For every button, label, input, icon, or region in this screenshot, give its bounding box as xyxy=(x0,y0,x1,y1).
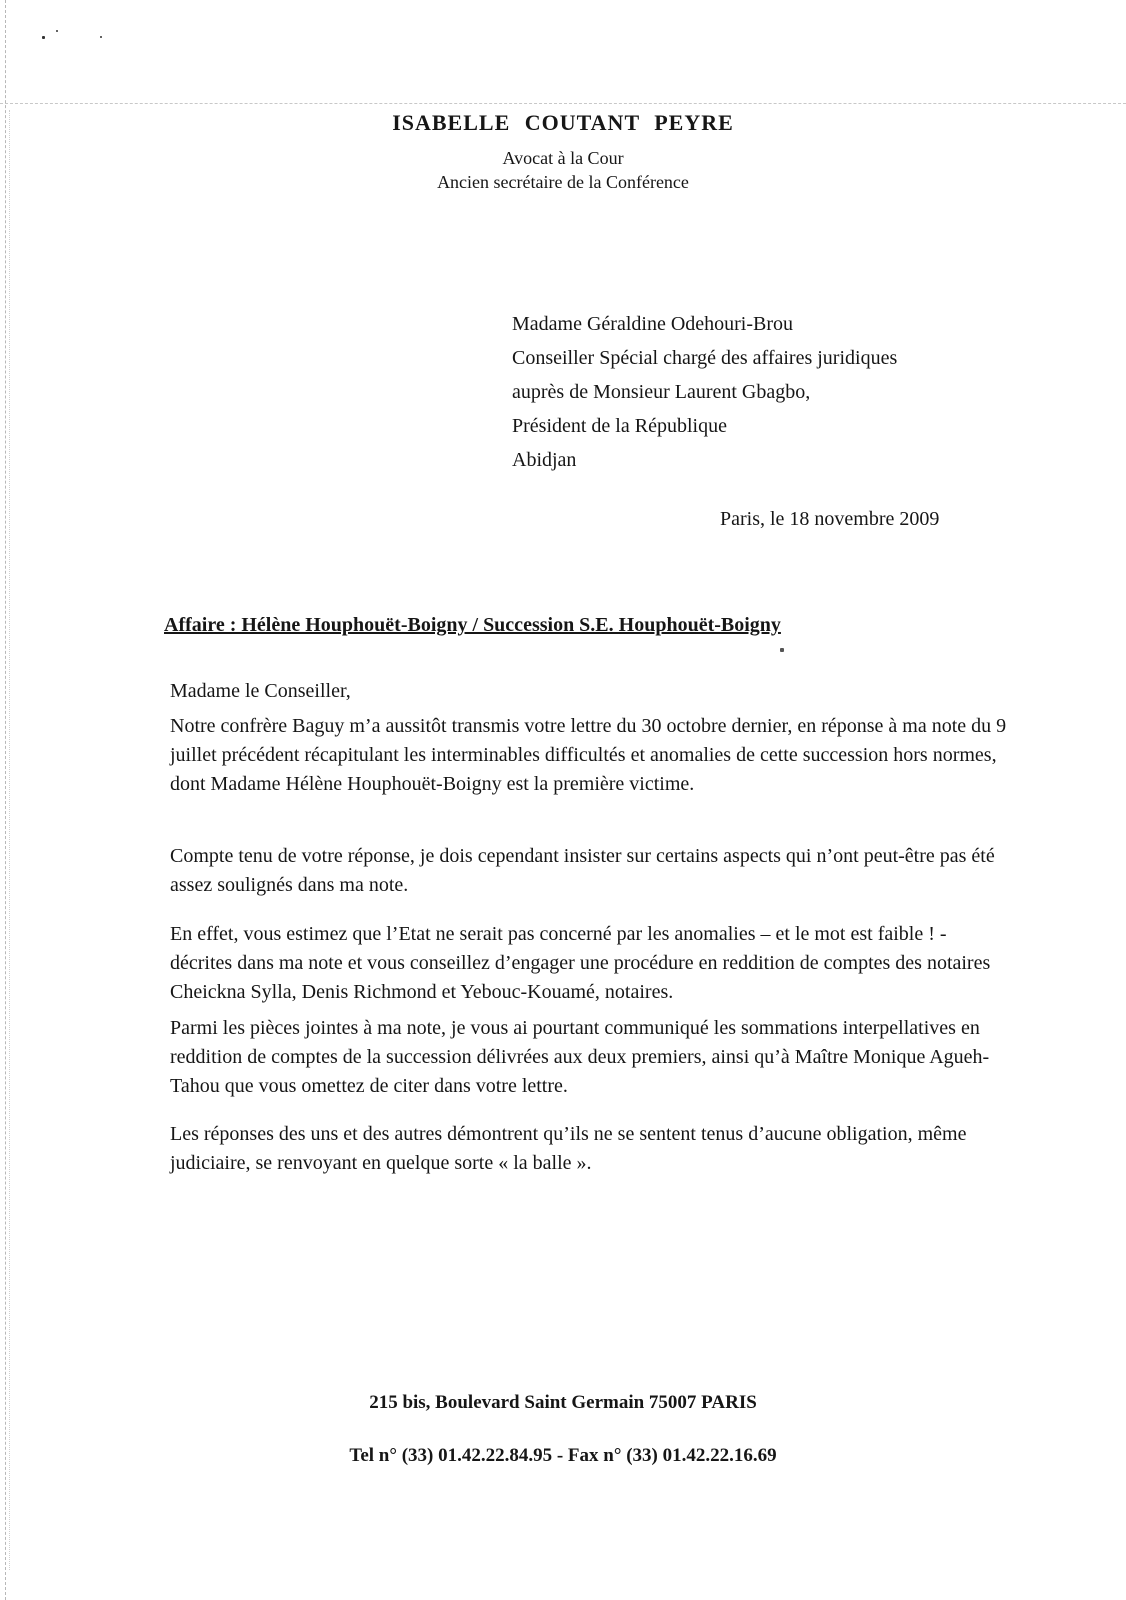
footer-contact: Tel n° (33) 01.42.22.84.95 - Fax n° (33) 01.42.22.16.69 xyxy=(349,1445,777,1466)
scan-speck xyxy=(42,36,45,39)
body-paragraph: En effet, vous estimez que l’Etat ne serait pas concerné par les anomalies – et le mot est faible ! - décrites dans ma note et vous conseillez d’engager une procédure en reddition de comptes des notaires Cheickna Sylla, Denis Richmond et Yebouc-Kouamé, notaires. xyxy=(170,923,991,1003)
body-paragraph: Parmi les pièces jointes à ma note, je vous ai pourtant communiqué les sommations interpellatives en reddition de comptes de la succession délivrées aux deux premiers, ainsi qu’à Maître Monique Agueh-Tahou que vous omettez de citer dans votre lettre. xyxy=(170,1017,990,1097)
scan-speck xyxy=(56,30,58,32)
footer-address: 215 bis, Boulevard Saint Germain 75007 PARIS xyxy=(369,1392,757,1413)
recipient-line: auprès de Monsieur Laurent Gbagbo, xyxy=(512,381,811,403)
scan-top-line xyxy=(0,103,1126,104)
body-paragraph: Les réponses des uns et des autres démontrent qu’ils ne se sentent tenus d’aucune obligation, même judiciaire, se renvoyant en quelque sorte « la balle ». xyxy=(170,1123,967,1174)
scan-speck xyxy=(780,648,784,652)
letter-subject: Affaire : Hélène Houphouët-Boigny / Succession S.E. Houphouët-Boigny xyxy=(164,614,781,636)
recipient-line: Madame Géraldine Odehouri-Brou xyxy=(512,313,794,335)
scan-edge-line xyxy=(9,110,10,1570)
recipient-block xyxy=(512,307,897,477)
letterhead-title: Avocat à la Cour xyxy=(502,148,624,168)
scan-speck xyxy=(100,36,102,38)
recipient-line: Président de la République xyxy=(512,415,727,437)
salutation: Madame le Conseiller, xyxy=(170,680,351,702)
recipient-line: Conseiller Spécial chargé des affaires juridiques xyxy=(512,347,898,369)
letter-date: Paris, le 18 novembre 2009 xyxy=(720,508,940,530)
body-paragraph: Compte tenu de votre réponse, je dois cependant insister sur certains aspects qui n’ont peut-être pas été assez soulignés dans ma note. xyxy=(170,845,995,896)
body-paragraph: Notre confrère Baguy m’a aussitôt transmis votre lettre du 30 octobre dernier, en réponse à ma note du 9 juillet précédent récapitulant les interminables difficultés et anomalies de cette succession hors normes, dont Madame Hélène Houphouët-Boigny est la première victime. xyxy=(170,715,1007,795)
recipient-line: Abidjan xyxy=(512,449,577,471)
scan-edge-line xyxy=(5,0,6,1600)
letterhead-subtitle: Ancien secrétaire de la Conférence xyxy=(437,172,689,192)
letterhead-name: ISABELLE COUTANT PEYRE xyxy=(392,110,734,135)
